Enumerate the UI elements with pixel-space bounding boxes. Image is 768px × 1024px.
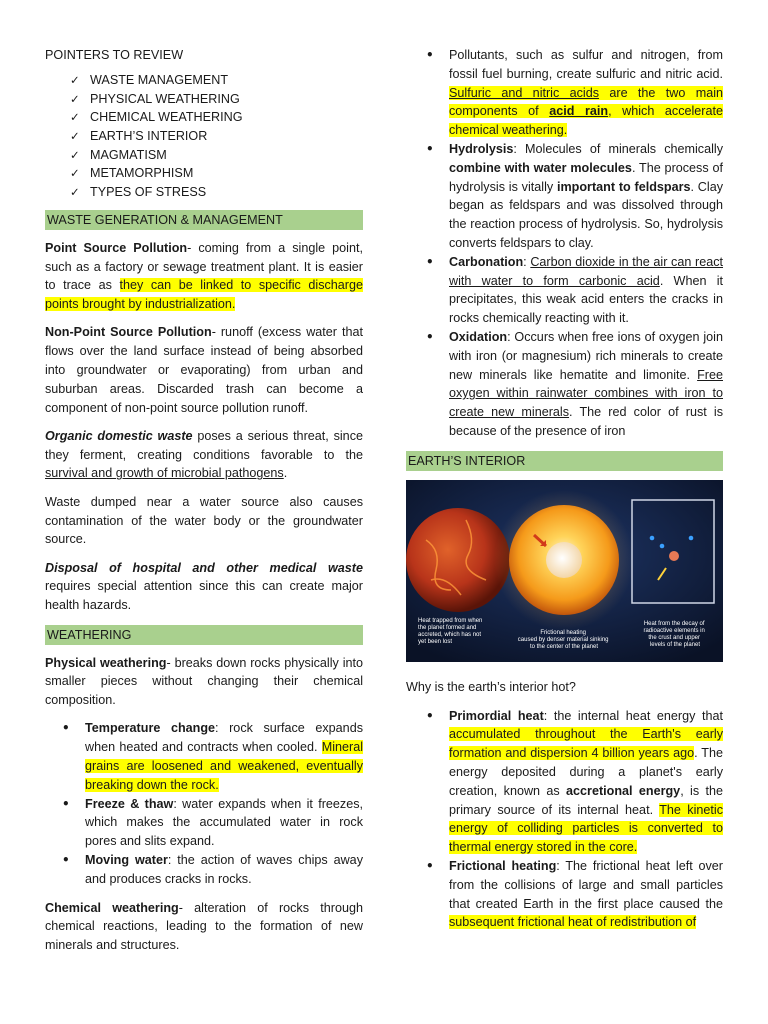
checkmark-icon: ✓ <box>70 185 80 200</box>
list-item-moving-water: • Moving water: the action of waves chips away and produces cracks in rocks. <box>62 851 363 889</box>
planet-core <box>546 542 582 578</box>
physical-weathering-list <box>62 719 363 888</box>
pointer-item: ✓ TYPES OF STRESS <box>70 183 363 202</box>
pointer-item: ✓ PHYSICAL WEATHERING <box>70 90 363 109</box>
checkmark-icon: ✓ <box>70 91 80 106</box>
list-item-carbonation: • Carbonation: Carbon dioxide in the air can react with water to form carbonic acid. When it precipitates, this weak acid enters the cracks in rocks chemically reacting with it. <box>426 253 723 328</box>
bullet-icon: • <box>426 48 434 62</box>
bullet-icon: • <box>62 796 70 811</box>
right-column <box>406 46 723 942</box>
pointer-item: ✓ CHEMICAL WEATHERING <box>70 108 363 127</box>
paragraph-chemical-weathering: Chemical weathering- alteration of rocks through chemical reactions, leading to the formation of new minerals and structures. <box>45 900 363 953</box>
list-item-primordial-heat: • Primordial heat: the internal heat energy that accumulated throughout the Earth's early formation and dispersion 4 billion years ago. The energy deposited during a planet's early creation, known as accretional energy, is the primary source of its internal heat. The kinetic energy of colliding particles is converted to thermal energy stored in the core. <box>426 707 723 857</box>
chemical-weathering-list <box>426 46 723 441</box>
bullet-icon: • <box>426 329 434 344</box>
earth-interior-figure <box>406 480 723 662</box>
left-column <box>45 46 363 965</box>
pointer-item: ✓ MAGMATISM <box>70 146 363 165</box>
pointer-item: ✓ METAMORPHISM <box>70 164 363 183</box>
pointer-item: ✓ EARTH’S INTERIOR <box>70 127 363 146</box>
bullet-icon: • <box>426 858 434 873</box>
earth-heat-illustration <box>406 480 723 662</box>
paragraph-waste-dumped: Waste dumped near a water source also causes contamination of the water body or the groundwater source. <box>45 494 363 547</box>
bullet-icon: • <box>426 141 434 156</box>
particle <box>660 543 665 548</box>
particle <box>689 535 694 540</box>
section-header-weathering: WEATHERING <box>45 625 363 645</box>
checkmark-icon: ✓ <box>70 166 80 181</box>
pointer-item: ✓ WASTE MANAGEMENT <box>70 71 363 90</box>
bullet-icon: • <box>426 708 434 723</box>
paragraph-physical-weathering: Physical weathering- breaks down rocks physically into smaller pieces without changing their chemical composition. <box>45 655 363 708</box>
list-item-freeze-thaw: • Freeze & thaw: water expands when it freezes, which makes the accumulated water in rock pores and slits expand. <box>62 795 363 851</box>
section-header-earths-interior: EARTH’S INTERIOR <box>406 451 723 471</box>
paragraph-non-point-source: Non-Point Source Pollution- runoff (excess water that flows over the land surface instead of being absorbed into groundwater or evaporating) from urban and suburban areas. Discarded trash can become a component of non-point source pollution runoff. <box>45 325 363 415</box>
atom-nucleus <box>669 551 679 561</box>
list-item-temperature-change: • Temperature change: rock surface expands when heated and contracts when cooled. Mineral grains are loosened and weakened, eventually breaking down the rock. <box>62 719 363 794</box>
paragraph-organic-waste: Organic domestic waste poses a serious threat, since they ferment, creating conditions favorable to the survival and growth of microbial pathogens. <box>45 428 363 481</box>
particle <box>650 535 655 540</box>
list-item-oxidation: • Oxidation: Occurs when free ions of oxygen join with iron (or magnesium) rich minerals to create new minerals like hematite and limonite. Free oxygen within rainwater combines with iron to create new minerals. The red color of rust is because of the presence of iron <box>426 328 723 441</box>
caption-primordial: Heat trapped from when the planet formed and accreted, which has not yet been lost <box>418 617 483 645</box>
paragraph-hospital-waste: Disposal of hospital and other medical waste requires special attention since this can create major health hazards. <box>45 560 363 613</box>
list-item-hydrolysis: • Hydrolysis: Molecules of minerals chemically combine with water molecules. The process of hydrolysis is vitally important to feldspars. Clay began as feldspars and was dissolved through the reaction process of hydrolysis. So, hydrolysis converts feldspars to clay. <box>426 140 723 253</box>
section-header-waste: WASTE GENERATION & MANAGEMENT <box>45 210 363 230</box>
bullet-icon: • <box>62 721 70 736</box>
list-item-frictional-heating: • Frictional heating: The frictional heat left over from the collisions of large and small particles that created Earth in the first place caused the subsequent frictional heat of redistribution of <box>426 857 723 932</box>
interior-heat-list <box>426 707 723 933</box>
question-interior-hot: Why is the earth’s interior hot? <box>406 679 576 694</box>
checkmark-icon: ✓ <box>70 147 80 162</box>
list-item-pollutants: • Pollutants, such as sulfur and nitrogen, from fossil fuel burning, create sulfuric and nitric acid. Sulfuric and nitric acids are the two main components of acid rain, which accelerate chemical weathering. <box>426 46 723 140</box>
checkmark-icon: ✓ <box>70 72 80 87</box>
checkmark-icon: ✓ <box>70 110 80 125</box>
bullet-icon: • <box>426 254 434 269</box>
bullet-icon: • <box>62 853 70 868</box>
paragraph-point-source: Point Source Pollution- coming from a single point, such as a factory or sewage treatment plant. It is easier to trace as they can be linked to specific discharge points brought by industrialization. <box>45 240 363 312</box>
checkmark-icon: ✓ <box>70 128 80 143</box>
caption-radioactive: Heat from the decay of radioactive elements in the crust and upper levels of the planet <box>643 620 705 648</box>
caption-frictional: Frictional heating caused by denser material sinking to the center of the planet <box>517 629 609 650</box>
pointers-title: POINTERS TO REVIEW <box>45 48 184 62</box>
pointers-checklist <box>70 71 363 202</box>
